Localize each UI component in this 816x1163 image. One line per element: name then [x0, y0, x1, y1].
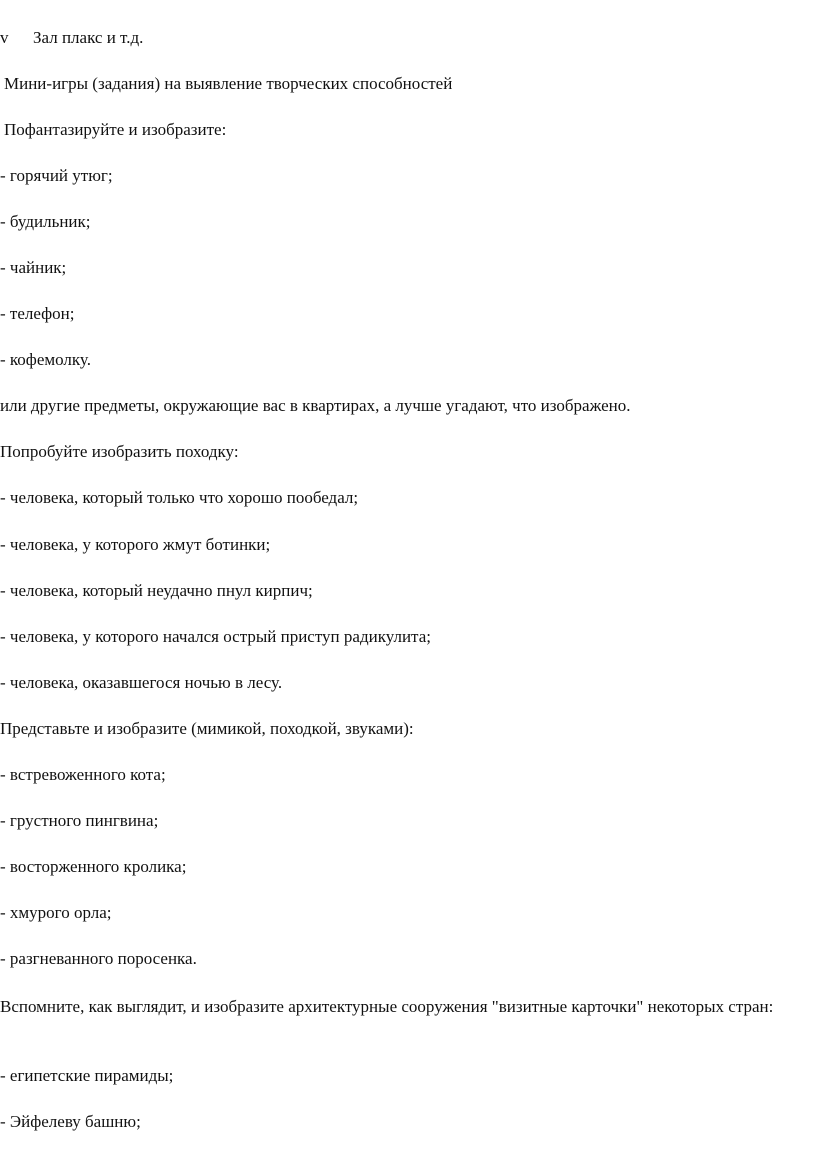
list-item: - грустного пингвина; [0, 811, 159, 830]
bullet-item: Зал плакс и т.д. [33, 28, 144, 47]
section-title: Мини-игры (задания) на выявление творческих способностей [4, 74, 453, 93]
list-item: - хмурого орла; [0, 903, 112, 922]
task3-heading: Представьте и изобразите (мимикой, походкой, звуками): [0, 719, 414, 738]
list-item: - человека, который только что хорошо пообедал; [0, 488, 359, 507]
list-item: - Эйфелеву башню; [0, 1112, 141, 1131]
task4-heading: Вспомните, как выглядит, и изобразите архитектурные сооружения "визитные карточки" некоторых стран: [0, 997, 774, 1016]
task1-closing: или другие предметы, окружающие вас в квартирах, а лучше угадают, что изображено. [0, 396, 631, 415]
task1-heading: Пофантазируйте и изобразите: [4, 120, 227, 139]
list-item: - кофемолку. [0, 350, 91, 369]
list-item: - человека, оказавшегося ночью в лесу. [0, 673, 283, 692]
list-item: - человека, у которого жмут ботинки; [0, 535, 271, 554]
list-item: - египетские пирамиды; [0, 1066, 174, 1085]
list-item: - восторженного кролика; [0, 857, 187, 876]
list-item: - будильник; [0, 212, 91, 231]
list-item: - встревоженного кота; [0, 765, 166, 784]
list-item: - человека, у которого начался острый приступ радикулита; [0, 627, 431, 646]
list-item: - горячий утюг; [0, 166, 113, 185]
list-item: - разгневанного поросенка. [0, 949, 197, 968]
bullet-marker: v [0, 28, 9, 47]
list-item: - телефон; [0, 304, 75, 323]
list-item: - чайник; [0, 258, 67, 277]
task2-heading: Попробуйте изобразить походку: [0, 442, 239, 461]
list-item: - человека, который неудачно пнул кирпич; [0, 581, 313, 600]
